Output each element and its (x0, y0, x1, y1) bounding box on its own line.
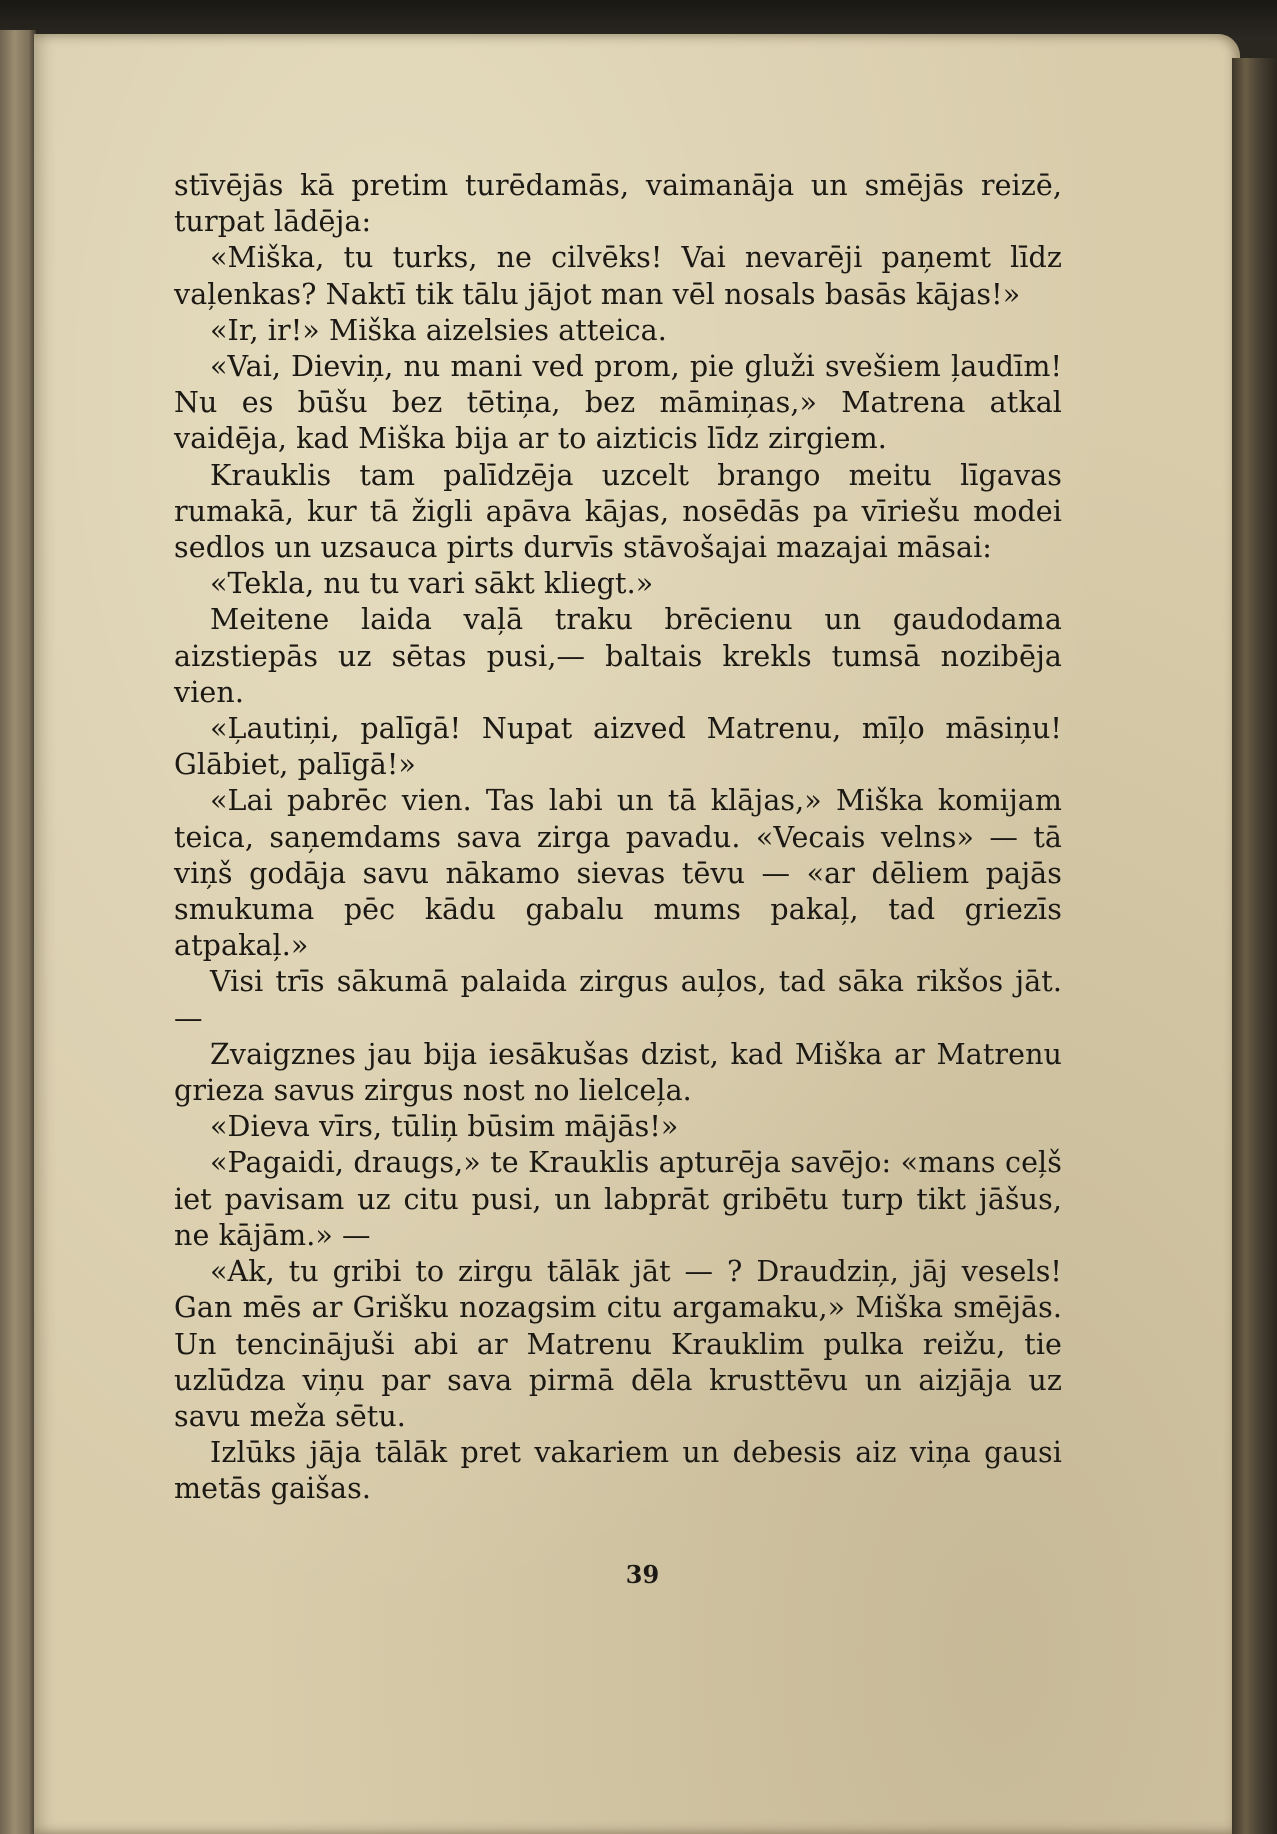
paragraph: Zvaigznes jau bija iesākušas dzist, kad Miška ar Matrenu grieza savus zirgus nost no lielceļa. (174, 1037, 1062, 1108)
paragraph: «Lai pabrēc vien. Tas labi un tā klājas,» Miška komijam teica, saņemdams sava zirga pavadu. «Vecais velns» — tā viņš godāja savu nākamo sievas tēvu — «ar dēliem pajās smukuma pēc kādu gabalu mums pakaļ, tad griezīs atpakaļ.» (174, 784, 1062, 963)
paragraph: stīvējās kā pretim turēdamās, vaimanāja un smējās reizē, turpat lādēja: (174, 169, 1062, 239)
paragraph: «Pagaidi, draugs,» te Krauklis apturēja savējo: «mans ceļš iet pavisam uz citu pusi, un labprāt gribētu turp tikt jāšus, ne kājām.» — (174, 1146, 1062, 1252)
paragraph: Izlūks jāja tālāk pret vakariem un debesis aiz viņa gausi metās gaišas. (174, 1436, 1062, 1506)
page-number: 39 (625, 1560, 660, 1589)
paragraph: «Ak, tu gribi to zirgu tālāk jāt — ? Draudziņ, jāj vesels! Gan mēs ar Grišku nozagsim citu argamaku,» Miška smējās. Un tencinājuši abi ar Matrenu Krauklim pulka reižu, tie uzlūdza viņu par sava pirmā dēla krusttēvu un aizjāja uz savu meža sētu. (174, 1255, 1062, 1433)
paragraph: Visi trīs sākumā palaida zirgus auļos, tad sāka rikšos jāt. — (174, 965, 1062, 1035)
paragraph: «Ļautiņi, palīgā! Nupat aizved Matrenu, mīļo māsiņu! Glābiet, palīgā!» (174, 712, 1062, 782)
paragraph: «Dieva vīrs, tūliņ būsim mājās!» (210, 1110, 679, 1144)
paragraph: «Ir, ir!» Miška aizelsies atteica. (210, 313, 667, 347)
paragraph: «Tekla, nu tu vari sākt kliegt.» (210, 567, 654, 601)
page-body-text (174, 168, 1062, 1508)
paragraph: Meitene laida vaļā traku brēcienu un gaudodama aizstiepās uz sētas pusi,— baltais krekls tumsā nozibēja vien. (174, 603, 1062, 709)
paragraph: Krauklis tam palīdzēja uzcelt brango meitu līgavas rumakā, kur tā žigli apāva kājas, nosēdās pa vīriešu modei sedlos un uzsauca pirts durvīs stāvošajai mazajai māsai: (174, 458, 1062, 565)
paragraph: «Miška, tu turks, ne cilvēks! Vai nevarēji paņemt līdz vaļenkas? Naktī tik tālu jājot man vēl nosals basās kājas!» (174, 241, 1062, 311)
paragraph: «Vai, Dieviņ, nu mani ved prom, pie gluži svešiem ļaudīm! Nu es būšu bez tētiņa, bez māmiņas,» Matrena atkal vaidēja, kad Miška bija ar to aizticis līdz zirgiem. (174, 350, 1062, 456)
